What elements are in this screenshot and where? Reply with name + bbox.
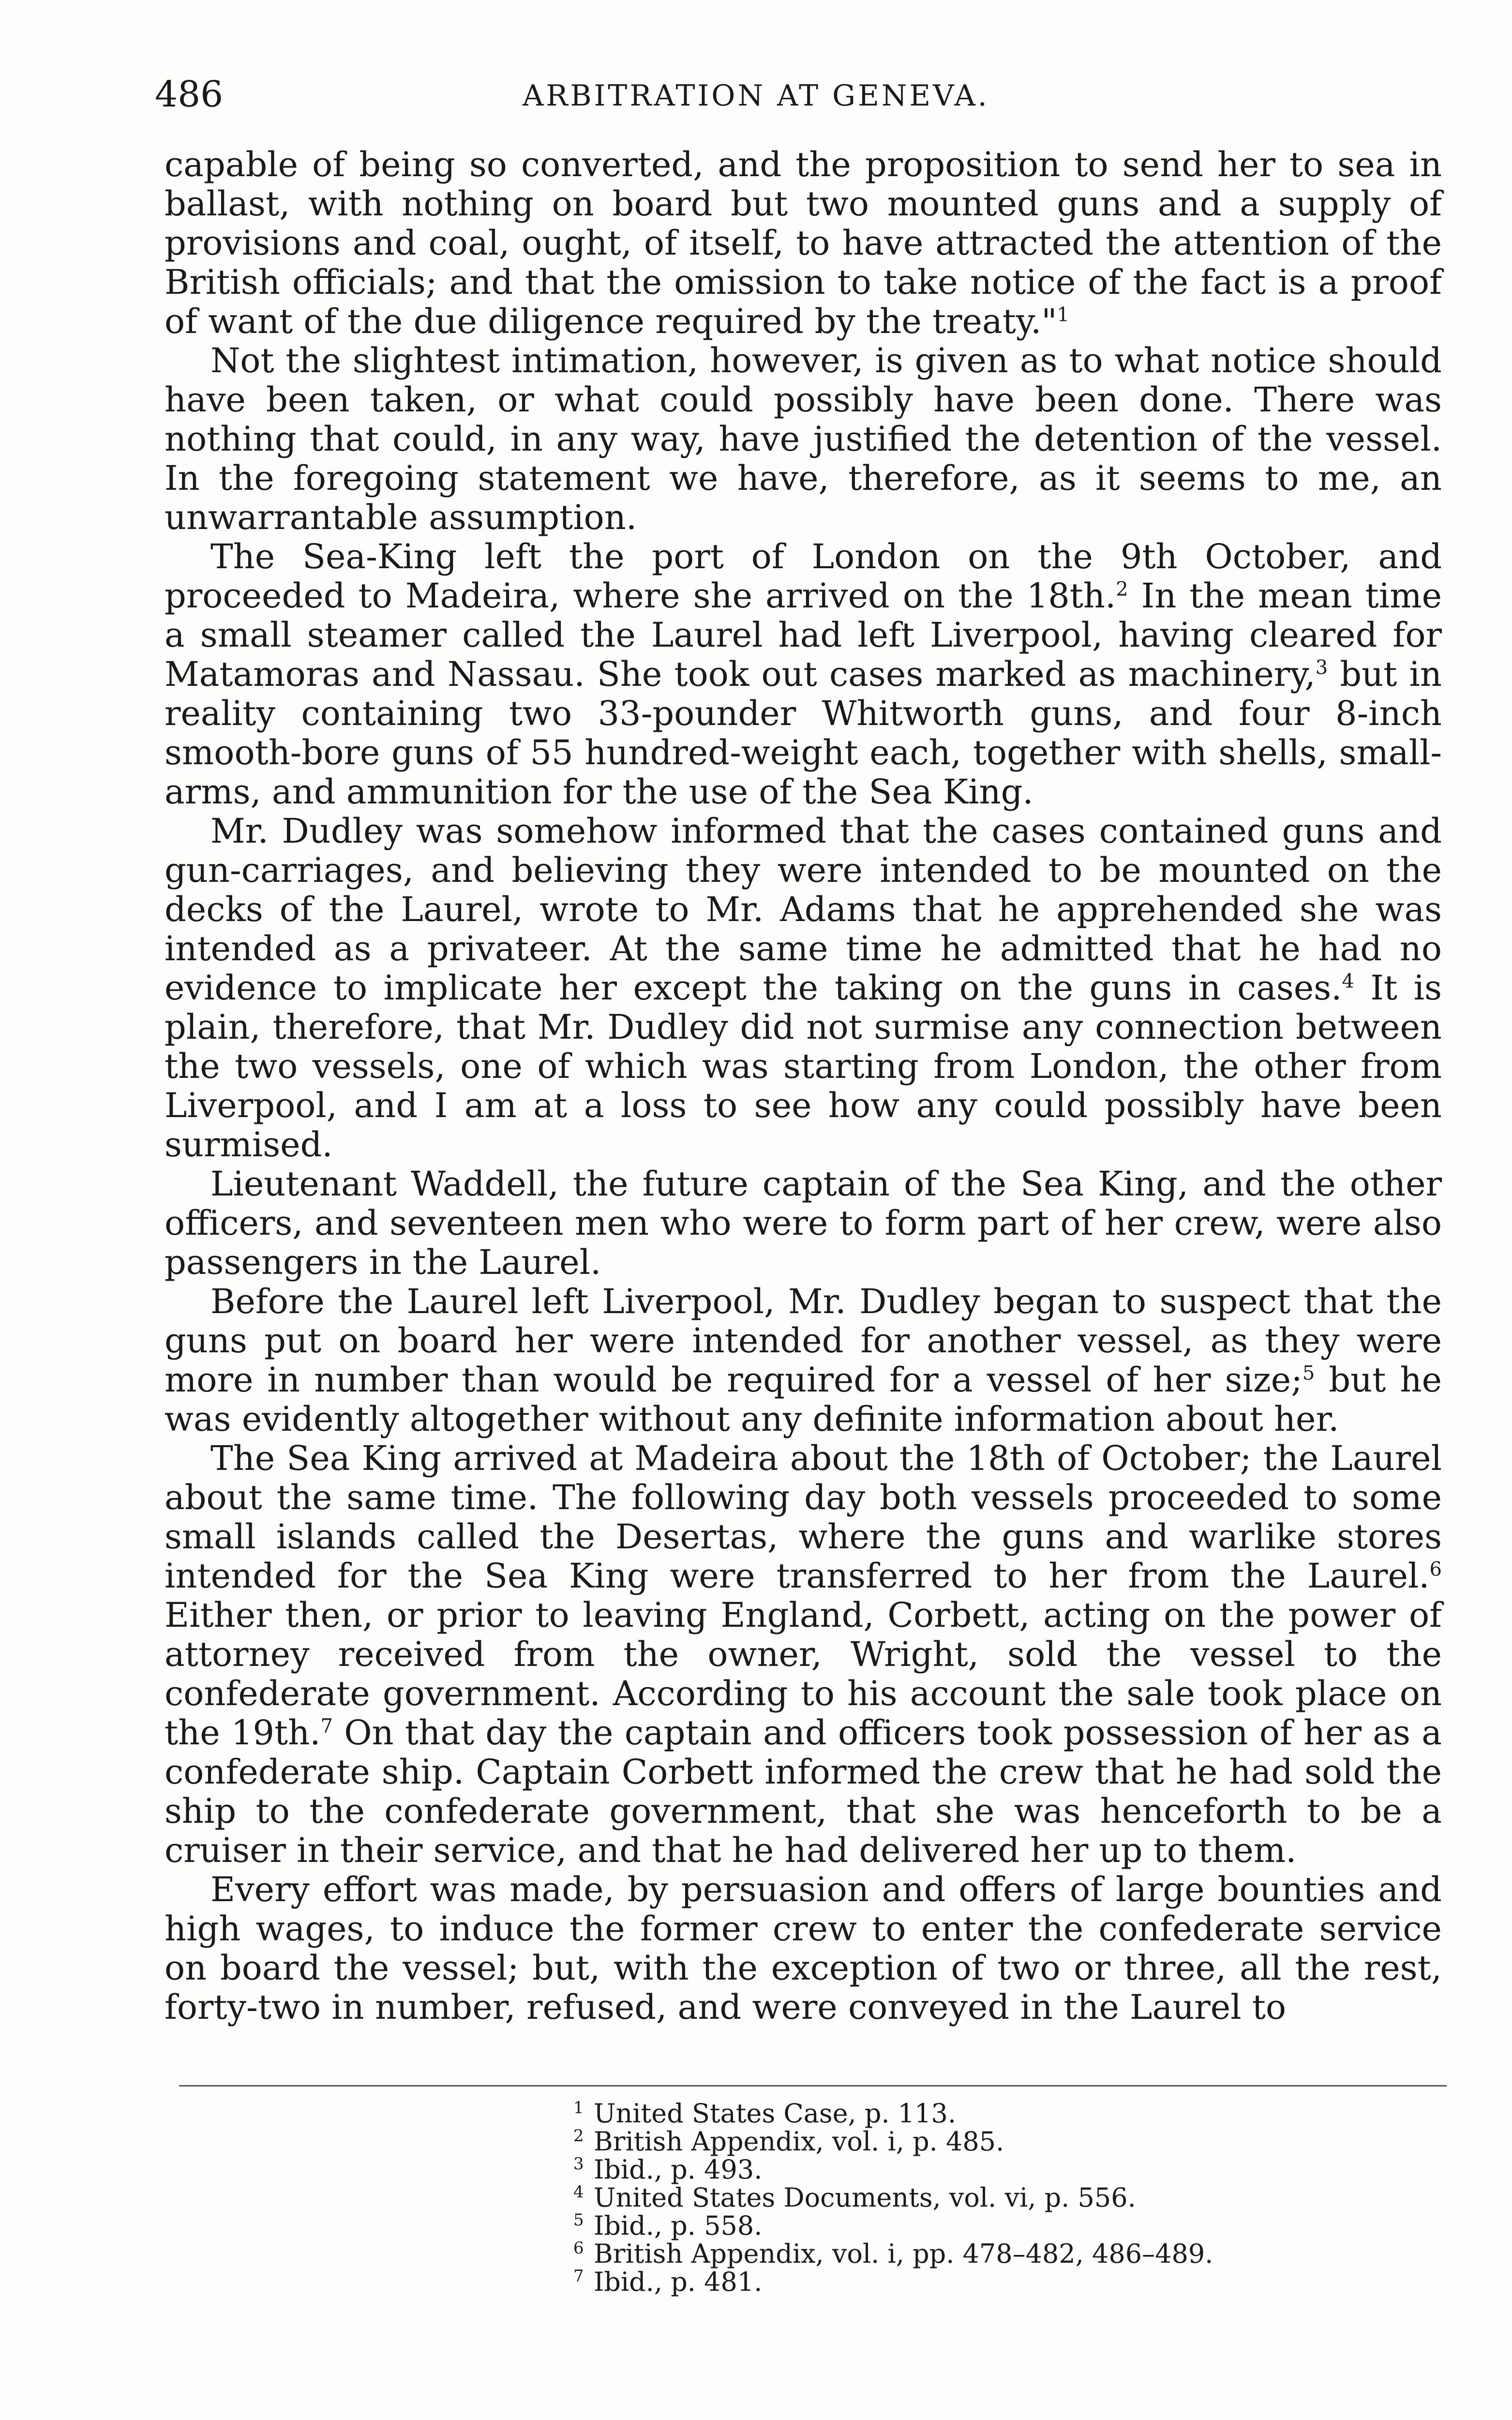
paragraph: Mr. Dudley was somehow informed that the cases contained guns and gun-carriages, and believing they were intended to be mounted on the decks of the Laurel, wrote to Mr. Adams that he apprehended she was intended as a privateer. At the same time he admitted that he had no evidence to implicate her except the taking on the guns in cases.$^4$ It is plain, therefore, that Mr. Dudley did not surmise any connection between the two vessels, one of which was starting from London, the other from Liverpool, and I am at a loss to see how any could possibly have been surmised. [165, 811, 1442, 1165]
page-number: 486 [155, 74, 224, 115]
paragraph: Before the Laurel left Liverpool, Mr. Dudley began to suspect that the guns put on board her were intended for another vessel, as they were more in number than would be required for a vessel of her size;$^5$ but he was evidently altogether without any definite information about her. [165, 1282, 1442, 1439]
footnote-reference: 5 [1302, 1362, 1315, 1385]
footnote: 6 British Appendix, vol. i, pp. 478–482, 486–489. [573, 2238, 1213, 2269]
paragraph: The Sea King arrived at Madeira about the 18th of October; the Laurel about the same time. The following day both vessels proceeded to some small islands called the Desertas, where the guns and warlike stores intended for the Sea King were transferred to her from the Laurel.$^6$ Either then, or prior to leaving England, Corbett, acting on the power of attorney received from the owner, Wright, sold the vessel to the confederate government. According to his account the sale took place on the 19th.$^7$ On that day the captain and officers took possession of her as a confederate ship. Captain Corbett informed the crew that he had sold the ship to the confederate government, that she was henceforth to be a cruiser in their service, and that he had delivered her up to them. [165, 1438, 1442, 1870]
footnote-reference: 1 [1057, 303, 1069, 326]
footnotes [573, 2100, 1396, 2296]
footnote-reference: 3 [1315, 656, 1328, 679]
footnote-reference: 6 [1429, 1558, 1442, 1581]
body-text [165, 145, 1442, 2027]
paragraph: The Sea-King left the port of London on the 9th October, and proceeded to Madeira, where she arrived on the 18th.$^2$ In the mean time a small steamer called the Laurel had left Liverpool, having cleared for Matamoras and Nassau. She took out cases marked as machinery,$^3$ but in reality containing two 33-pounder Whitworth guns, and four 8-inch smooth-bore guns of 55 hundred-weight each, together with shells, small-arms, and ammunition for the use of the Sea King. [165, 537, 1442, 812]
footnote-reference: 7 [320, 1715, 333, 1738]
running-title: ARBITRATION AT GENEVA. [523, 79, 989, 113]
footnote: 5 Ibid., p. 558. [573, 2210, 763, 2241]
footnote-reference: 4 [1342, 970, 1354, 993]
running-head [155, 68, 1452, 121]
footnote-divider [179, 2085, 1447, 2087]
paragraph: Every effort was made, by persuasion and offers of large bounties and high wages, to induce the former crew to enter the confederate service on board the vessel; but, with the exception of two or three, all the rest, forty-two in number, refused, and were conveyed in the Laurel to [165, 1870, 1442, 2027]
footnote-reference: 2 [1116, 578, 1128, 601]
paragraph: Lieutenant Waddell, the future captain of the Sea King, and the other officers, and seventeen men who were to form part of her crew, were also passengers in the Laurel. [165, 1164, 1442, 1282]
footnote: 7 Ibid., p. 481. [573, 2267, 763, 2297]
footnote: 2 British Appendix, vol. i, p. 485. [573, 2126, 1004, 2157]
footnote: 1 United States Case, p. 113. [573, 2098, 957, 2129]
paragraph: Not the slightest intimation, however, is given as to what notice should have been taken, or what could possibly have been done. There was nothing that could, in any way, have justified the detention of the vessel. In the foregoing statement we have, therefore, as it seems to me, an unwarrantable assumption. [165, 341, 1442, 537]
paragraph: capable of being so converted, and the proposition to send her to sea in ballast, with nothing on board but two mounted guns and a supply of provisions and coal, ought, of itself, to have attracted the attention of the British officials; and that the omission to take notice of the fact is a proof of want of the due diligence required by the treaty."$^1$ [165, 145, 1442, 341]
footnote: 3 Ibid., p. 493. [573, 2154, 763, 2185]
footnote: 4 United States Documents, vol. vi, p. 556. [573, 2182, 1136, 2213]
